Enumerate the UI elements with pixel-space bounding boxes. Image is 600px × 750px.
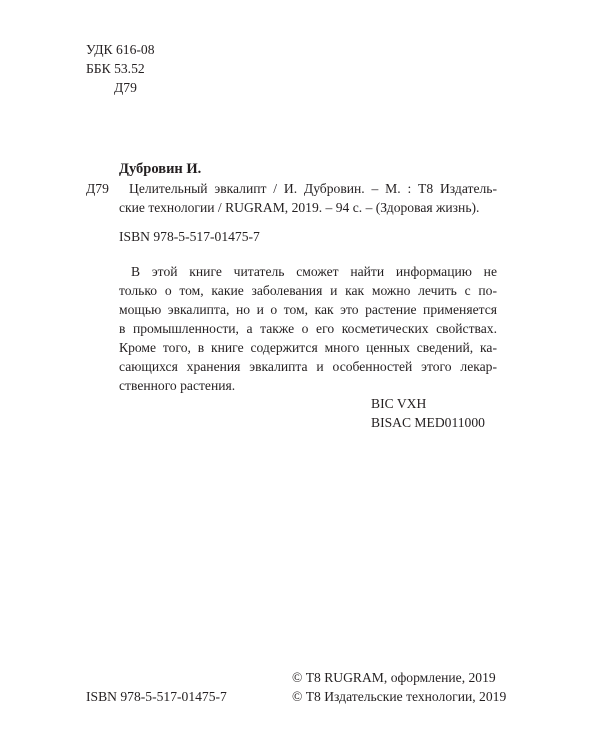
annotation-line: ственного растения. [119,378,236,393]
description-line: ские технологии / RUGRAM, 2019. – 94 с. – (Здоровая жизнь). [119,200,480,215]
annotation-line: сающихся хранения эвкалипта и особенностей этого лекар- [119,359,497,374]
bic-code: BIC VXH [371,396,427,411]
annotation-line: мощью эвкалипта, но и о том, как это растение применяется [119,302,497,317]
footer-isbn: ISBN 978-5-517-01475-7 [86,689,227,704]
bisac-code: BISAC MED011000 [371,415,485,430]
annotation-line: Кроме того, в книге содержится много ценных сведений, ка- [119,340,497,355]
udk-code: УДК 616-08 [86,42,155,57]
author-name: Дубровин И. [119,161,202,177]
annotation-line: В этой книге читатель сможет найти информацию не [131,264,497,279]
bbk-code: ББК 53.52 [86,61,145,76]
copyright-line: © Т8 Издательские технологии, 2019 [292,689,507,704]
entry-isbn: ISBN 978-5-517-01475-7 [119,229,260,244]
copyright-line: © Т8 RUGRAM, оформление, 2019 [292,670,496,685]
author-mark: Д79 [114,80,137,95]
description-line: Целительный эвкалипт / И. Дубровин. – М. : Т8 Издатель- [129,181,497,196]
entry-mark: Д79 [86,181,109,196]
annotation-line: в промышленности, а также о его косметических свойствах. [119,321,497,336]
annotation-line: только о том, какие заболевания и как можно лечить с по- [119,283,497,298]
